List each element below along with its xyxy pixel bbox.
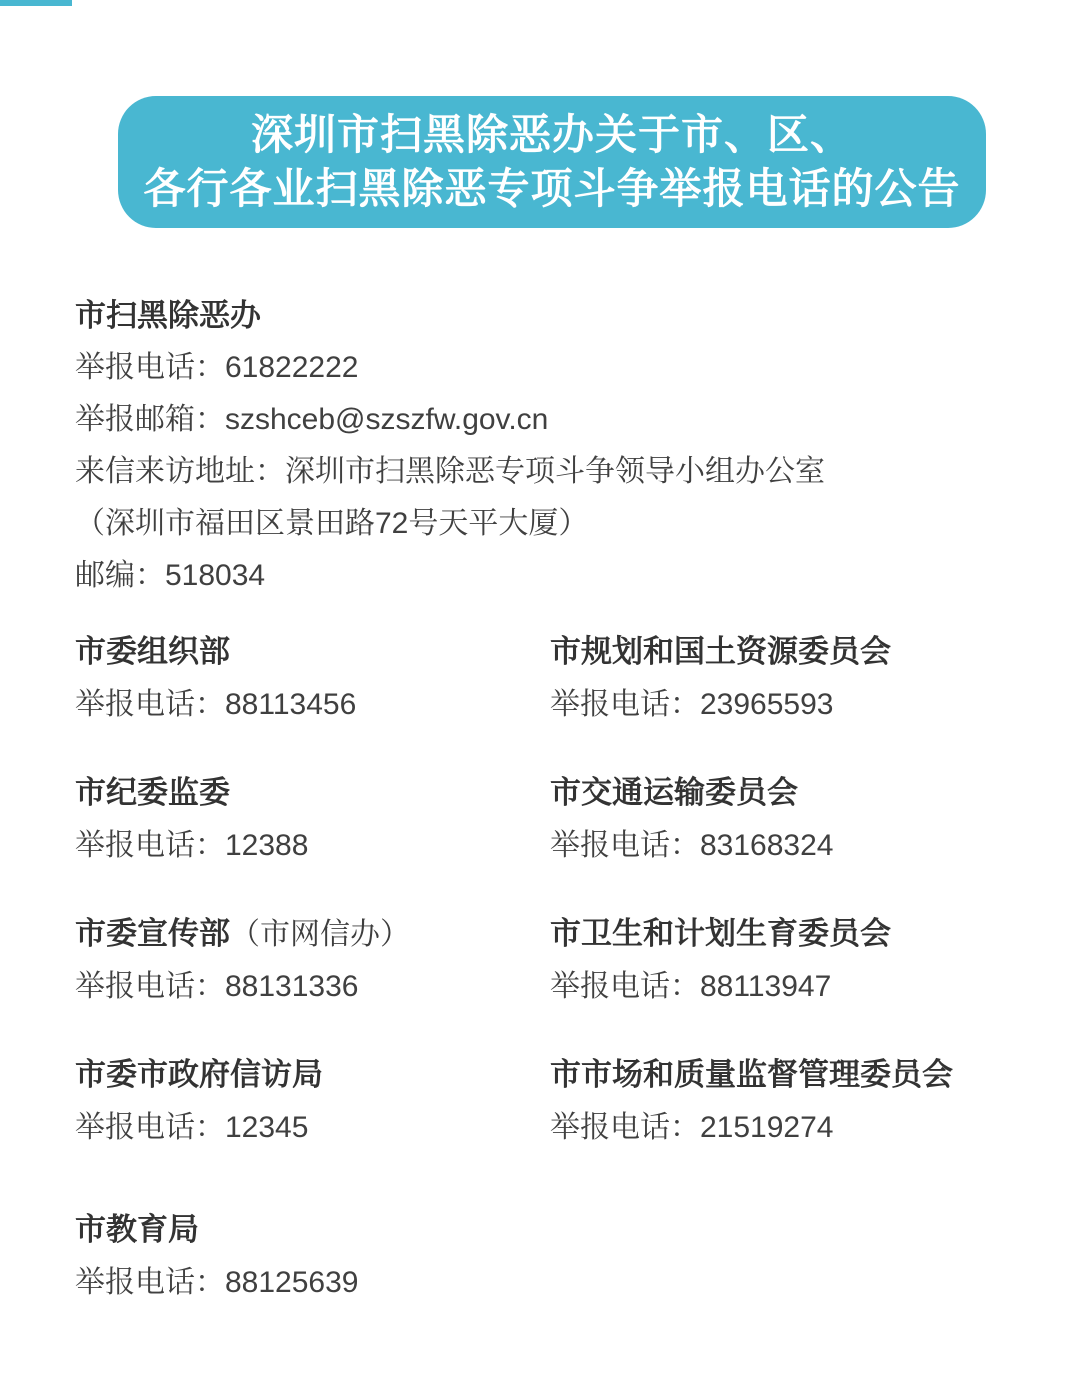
- phone-number: 23965593: [700, 688, 834, 721]
- phone-number: 88125639: [225, 1266, 359, 1299]
- phone-number: 12345: [225, 1111, 309, 1144]
- department-name-suffix: （市网信办）: [230, 918, 410, 951]
- phone-label: 举报电话：: [75, 1111, 225, 1144]
- department-item: [75, 908, 550, 1013]
- phone-number: 83168324: [700, 829, 834, 862]
- department-name: 市纪委监委: [75, 775, 230, 810]
- department-name: 市委市政府信访局: [75, 1057, 323, 1092]
- phone-label: 举报电话：: [75, 829, 225, 862]
- department-item: [550, 626, 1015, 731]
- phone-number: 21519274: [700, 1111, 834, 1144]
- main-office-postcode-line: [75, 550, 1015, 602]
- department-name: 市交通运输委员会: [550, 775, 798, 810]
- main-office-phone-line: [75, 342, 1015, 394]
- postcode-number: 518034: [165, 559, 266, 592]
- department-item: [75, 767, 550, 872]
- postcode-label: 邮编：: [75, 559, 165, 592]
- department-name: 市委宣传部: [75, 916, 230, 951]
- department-list: [75, 626, 1015, 1345]
- phone-number: 88113456: [225, 688, 357, 721]
- phone-label: 举报电话：: [75, 1266, 225, 1299]
- department-name: 市教育局: [75, 1212, 199, 1247]
- department-item: [550, 767, 1015, 872]
- department-name: 市委组织部: [75, 634, 230, 669]
- phone-number: 12388: [225, 829, 309, 862]
- department-item: [550, 908, 1015, 1013]
- phone-label: 举报电话：: [550, 688, 700, 721]
- main-office-address-line: [75, 446, 1015, 498]
- department-item: [75, 1049, 550, 1154]
- notice-body: [75, 290, 1015, 1345]
- top-accent-bar: [0, 0, 72, 6]
- phone-label: 举报电话：: [75, 351, 225, 384]
- department-item: [550, 1049, 1015, 1154]
- phone-label: 举报电话：: [550, 970, 700, 1003]
- phone-label: 举报电话：: [75, 688, 225, 721]
- phone-number: 88131336: [225, 970, 359, 1003]
- phone-label: 举报电话：: [550, 829, 700, 862]
- address-label: 来信来访地址：: [75, 455, 285, 488]
- notice-title-line1: 深圳市扫黑除恶办关于市、区、: [250, 111, 853, 158]
- main-office-address-note: （深圳市福田区景田路72号天平大厦）: [75, 507, 589, 540]
- notice-title-line2: 各行各业扫黑除恶专项斗争举报电话的公告: [143, 165, 961, 212]
- notice-title-banner: [118, 96, 986, 228]
- department-item: [75, 1204, 550, 1309]
- department-item: [75, 626, 550, 731]
- phone-number: 88113947: [700, 970, 832, 1003]
- phone-label: 举报电话：: [550, 1111, 700, 1144]
- email-address: szshceb@szszfw.gov.cn: [225, 403, 549, 436]
- department-name: 市市场和质量监督管理委员会: [550, 1057, 953, 1092]
- email-label: 举报邮箱：: [75, 403, 225, 436]
- department-name: 市规划和国土资源委员会: [550, 634, 891, 669]
- main-office-email-line: [75, 394, 1015, 446]
- phone-label: 举报电话：: [75, 970, 225, 1003]
- phone-number: 61822222: [225, 351, 359, 384]
- department-name: 市卫生和计划生育委员会: [550, 916, 891, 951]
- main-office-name: 市扫黑除恶办: [75, 298, 261, 333]
- address-text: 深圳市扫黑除恶专项斗争领导小组办公室: [285, 455, 825, 488]
